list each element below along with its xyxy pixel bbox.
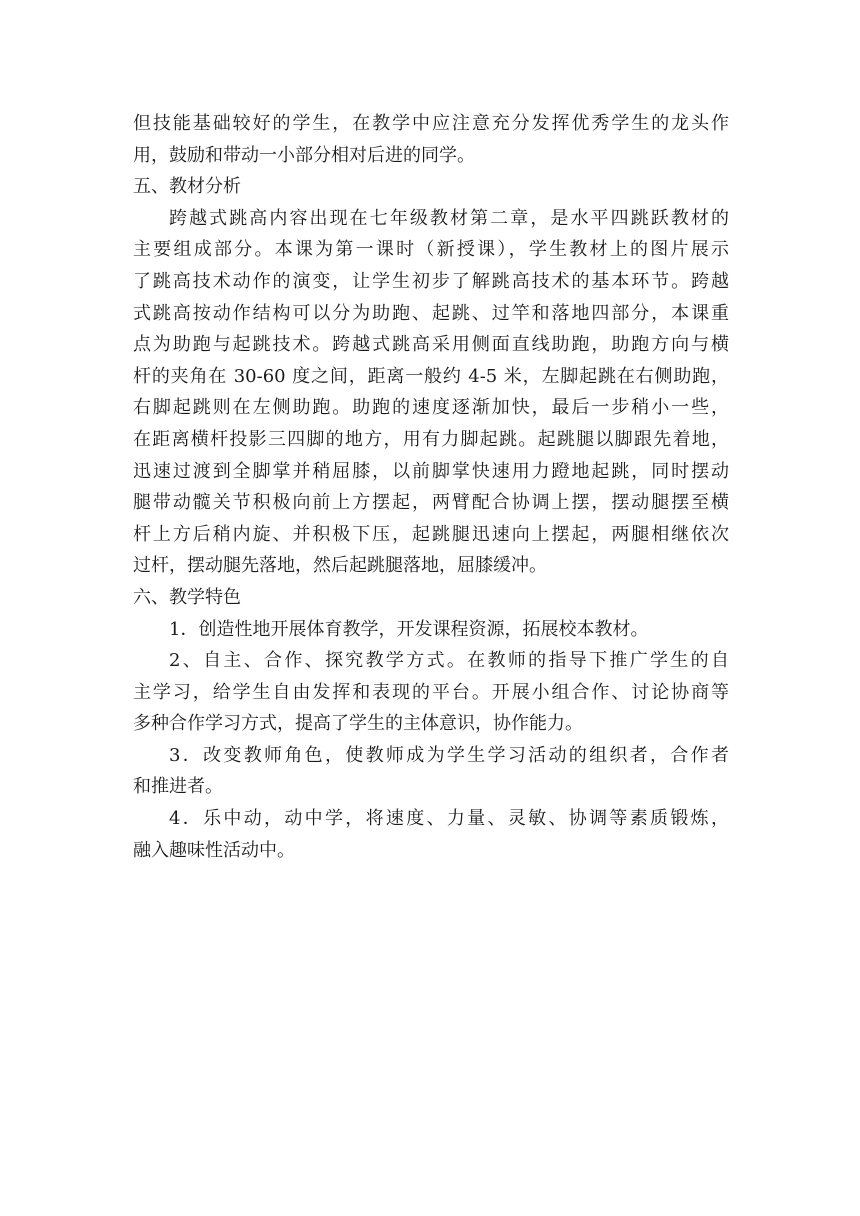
paragraph-line: 过杆，摆动腿先落地，然后起跳腿落地，屈膝缓冲。 [133,555,547,577]
feature-item-2 [133,645,733,740]
textbook-analysis-paragraph [133,203,733,582]
paragraph-line: 主要组成部分。本课为第一课时（新授课），学生教材上的图片展示 [133,239,729,261]
section-heading-textbook-analysis: 五、教材分析 [133,176,241,198]
paragraph-line: 杆的夹角在 30-60 度之间，距离一般约 4-5 米，左脚起跳在右侧助跑， [133,365,729,387]
paragraph-line: 腿带动髋关节积极向前上方摆起，两臂配合协调上摆，摆动腿摆至横 [133,492,729,514]
paragraph-line: 式跳高按动作结构可以分为助跑、起跳、过竿和落地四部分，本课重 [133,302,729,324]
paragraph-line: 1．创造性地开展体育教学，开发课程资源，拓展校本教材。 [169,618,649,640]
paragraph-line: 但技能基础较好的学生，在教学中应注意充分发挥优秀学生的龙头作 [133,113,729,134]
paragraph-line: 融入趣味性活动中。 [133,839,295,861]
paragraph-line: 右脚起跳则在左侧助跑。助跑的速度逐渐加快，最后一步稍小一些， [133,397,729,419]
paragraph-line: 4．乐中动，动中学，将速度、力量、灵敏、协调等素质锻炼， [169,808,729,830]
feature-item-4 [133,803,733,866]
paragraph-line: 在距离横杆投影三四脚的地方，用有力脚起跳。起跳腿以脚跟先着地， [133,428,729,450]
paragraph-line: 杆上方后稍内旋、并积极下压，起跳腿迅速向上摆起，两腿相继依次 [133,523,729,545]
paragraph-line: 主学习，给学生自由发挥和表现的平台。开展小组合作、讨论协商等 [133,681,729,703]
paragraph-line: 3．改变教师角色，使教师成为学生学习活动的组织者，合作者 [169,744,729,766]
feature-item-1 [133,614,733,646]
paragraph-line: 点为助跑与起跳技术。跨越式跳高采用侧面直线助跑，助跑方向与横 [133,334,729,356]
paragraph-line: 和推进者。 [133,776,223,798]
paragraph-line: 了跳高技术动作的演变，让学生初步了解跳高技术的基本环节。跨越 [133,270,729,292]
paragraph-line: 迅速过渡到全脚掌并稍屈膝，以前脚掌快速用力蹬地起跳，同时摆动 [133,460,729,482]
paragraph-line: 多种合作学习方式，提高了学生的主体意识，协作能力。 [133,713,583,735]
paragraph-line: 用，鼓励和带动一小部分相对后进的同学。 [133,144,475,166]
feature-item-3 [133,740,733,803]
document-body [133,108,733,866]
section-heading-teaching-features: 六、教学特色 [133,586,241,608]
paragraph-line: 跨越式跳高内容出现在七年级教材第二章，是水平四跳跃教材的 [169,207,729,229]
paragraph-line: 2、自主、合作、探究教学方式。在教师的指导下推广学生的自 [169,650,729,672]
section4-tail-paragraph [133,108,733,171]
